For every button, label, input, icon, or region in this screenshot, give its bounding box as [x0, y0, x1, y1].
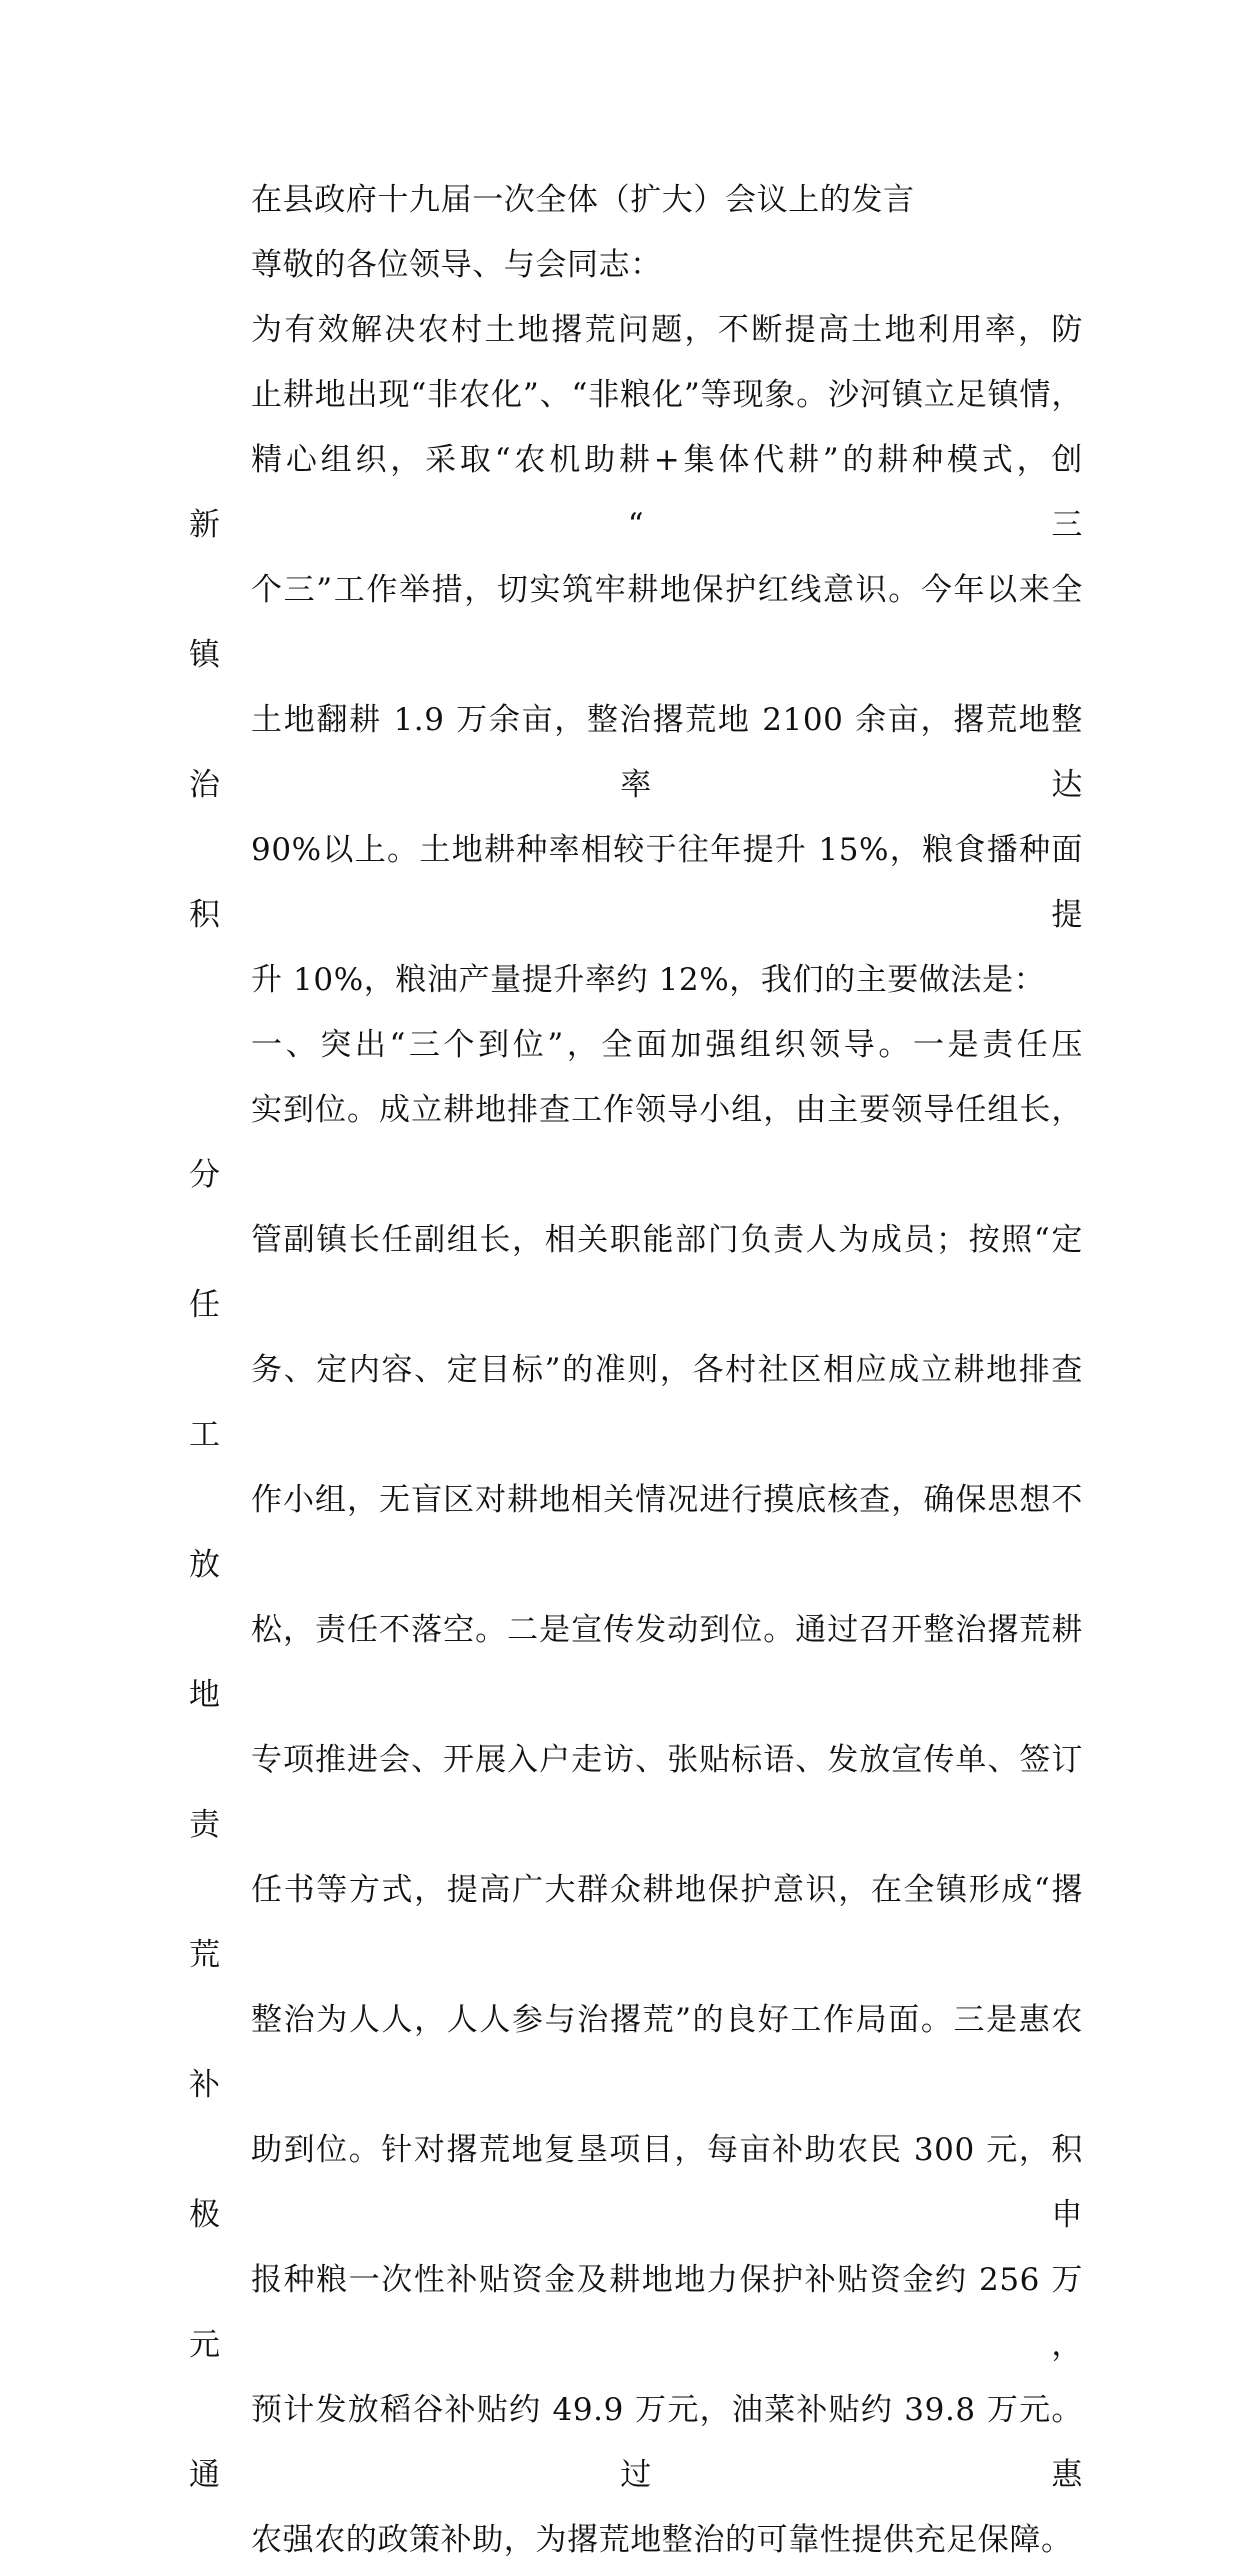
paragraph-line: 专项推进会、开展入户走访、张贴标语、发放宣传单、签订责 [189, 1742, 1083, 1843]
paragraph-line: 实到位。成立耕地排查工作领导小组，由主要领导任组长，分 [189, 1092, 1083, 1193]
salutation: 尊敬的各位领导、与会同志： [251, 247, 662, 283]
paragraph-line: 预计发放稻谷补贴约 49.9 万元，油菜补贴约 39.8 万元。通过惠 [189, 2392, 1083, 2493]
paragraph-line: 报种粮一次性补贴资金及耕地地力保护补贴资金约 256 万元， [189, 2262, 1083, 2363]
paragraph-line: 任书等方式，提高广大群众耕地保护意识，在全镇形成“撂荒 [189, 1872, 1083, 1973]
paragraph-line: 务、定内容、定目标”的准则，各村社区相应成立耕地排查工 [189, 1352, 1083, 1453]
paragraph-intro [189, 298, 1083, 1013]
document-body [189, 168, 1083, 2573]
paragraph-section-one [189, 1013, 1083, 2573]
paragraph-line: 90%以上。土地耕种率相较于往年提升 15%，粮食播种面积提 [189, 832, 1083, 933]
paragraph-line: 一、突出“三个到位”，全面加强组织领导。一是责任压 [251, 1027, 1083, 1063]
paragraph-line: 助到位。针对撂荒地复垦项目，每亩补助农民 300 元，积极申 [189, 2132, 1083, 2233]
paragraph-line: 为有效解决农村土地撂荒问题，不断提高土地利用率，防 [251, 312, 1083, 348]
paragraph-line: 松，责任不落空。二是宣传发动到位。通过召开整治撂荒耕地 [189, 1612, 1083, 1713]
paragraph-line: 土地翻耕 1.9 万余亩，整治撂荒地 2100 余亩，撂荒地整治率达 [189, 702, 1083, 803]
speech-title: 在县政府十九届一次全体（扩大）会议上的发言 [251, 182, 915, 218]
paragraph-line: 个三”工作举措，切实筑牢耕地保护红线意识。今年以来全镇 [189, 572, 1083, 673]
paragraph-line: 管副镇长任副组长，相关职能部门负责人为成员；按照“定任 [189, 1222, 1083, 1323]
paragraph-line: 升 10%，粮油产量提升率约 12%，我们的主要做法是： [251, 962, 1046, 998]
paragraph-line: 精心组织，采取“农机助耕+集体代耕”的耕种模式，创新“三 [189, 442, 1083, 543]
paragraph-line: 止耕地出现“非农化”、“非粮化”等现象。沙河镇立足镇情， [251, 377, 1083, 413]
paragraph-line: 作小组，无盲区对耕地相关情况进行摸底核查，确保思想不放 [189, 1482, 1083, 1583]
paragraph-line: 农强农的政策补助，为撂荒地整治的可靠性提供充足保障。 [251, 2522, 1073, 2558]
paragraph-line: 整治为人人，人人参与治撂荒”的良好工作局面。三是惠农补 [189, 2002, 1083, 2103]
